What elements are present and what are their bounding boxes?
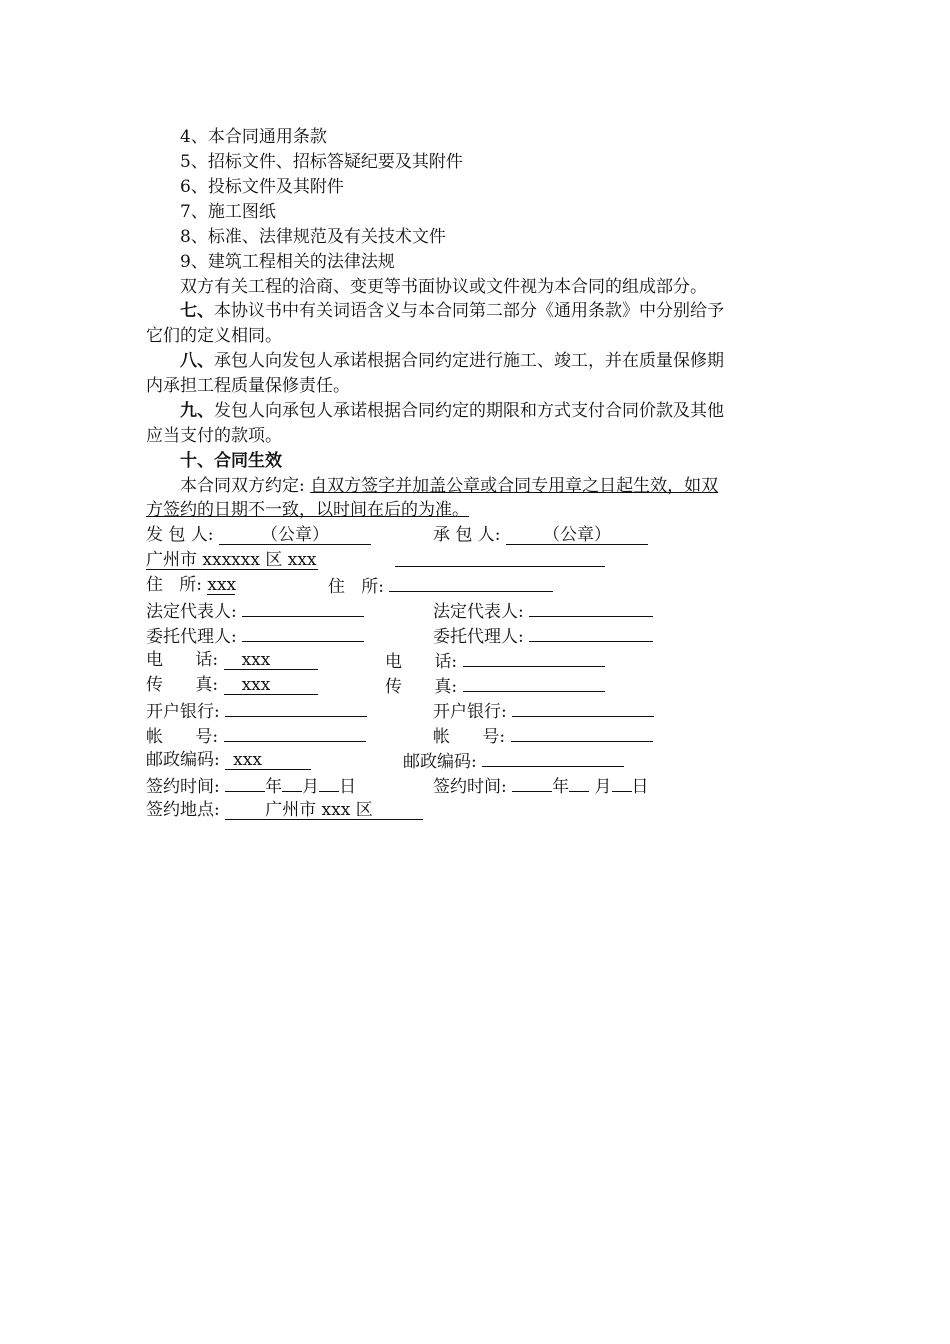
components-paragraph: 双方有关工程的洽商、变更等书面协议或文件视为本合同的组成部分。 [180, 277, 707, 297]
employer-postcode-text: xxx [233, 750, 262, 770]
contractor-legal-rep-row [433, 598, 653, 622]
list-item: 9、建筑工程相关的法律法规 [180, 252, 395, 272]
year-label: 年 [552, 777, 570, 797]
contractor-seal-text: （公章） [542, 525, 611, 545]
month-label: 月 [302, 777, 320, 797]
contractor-address-row [395, 548, 605, 572]
section-10-head: 十、合同生效 [180, 451, 282, 471]
employer-account-row [146, 723, 366, 747]
contractor-residence-row [328, 573, 553, 597]
contractor-day-field[interactable] [612, 773, 632, 792]
employer-postcode-label: 邮政编码: [146, 750, 220, 770]
employer-residence-label: 住 所: [146, 575, 202, 595]
contractor-legal-rep-field[interactable] [529, 598, 653, 617]
year-label: 年 [265, 777, 283, 797]
contractor-phone-label: 电 话: [385, 652, 458, 672]
contractor-postcode-row [403, 748, 624, 772]
employer-legal-rep-label: 法定代表人: [146, 602, 237, 622]
employer-fax-text: xxx [241, 675, 271, 695]
employer-fax-field[interactable] [224, 676, 318, 695]
employer-postcode-field[interactable] [225, 751, 311, 770]
contractor-agent-row [433, 623, 653, 647]
section-8-line2: 内承担工程质量保修责任。 [146, 376, 350, 396]
contractor-account-field[interactable] [511, 723, 653, 742]
employer-postcode-row [146, 748, 311, 772]
employer-month-field[interactable] [282, 773, 302, 792]
contractor-postcode-field[interactable] [482, 748, 624, 767]
section-9-line2: 应当支付的款项。 [146, 426, 282, 446]
contractor-month-field[interactable] [569, 773, 589, 792]
employer-bank-row [146, 698, 367, 722]
employer-day-field[interactable] [319, 773, 339, 792]
employer-residence-text: xxx [207, 575, 237, 595]
list-item: 7、施工图纸 [180, 202, 276, 222]
employer-account-field[interactable] [224, 723, 366, 742]
employer-phone-label: 电 话: [146, 650, 219, 670]
contractor-account-row [433, 723, 653, 747]
contractor-party-row [433, 523, 648, 547]
section-9-text: 发包人向承包人承诺根据合同约定的期限和方式支付合同价款及其他 [214, 401, 724, 421]
employer-address-field[interactable] [146, 551, 318, 570]
contractor-phone-field[interactable] [463, 648, 605, 667]
section-7-line2: 它们的定义相同。 [146, 326, 282, 346]
employer-address-row [146, 548, 318, 572]
employer-label: 发 包 人: [146, 525, 214, 545]
section-7-head: 七、 [180, 301, 214, 321]
section-10-underlined-2: 方签约的日期不一致，以时间在后的为准。 [146, 500, 469, 520]
contractor-fax-field[interactable] [463, 673, 605, 692]
section-7-line1 [180, 299, 724, 323]
employer-sign-time-row [146, 773, 356, 797]
employer-seal-field[interactable] [219, 526, 371, 545]
contractor-fax-label: 传 真: [385, 677, 458, 697]
contractor-agent-field[interactable] [529, 623, 653, 642]
employer-sign-time-label: 签约时间: [146, 777, 220, 797]
list-item: 6、投标文件及其附件 [180, 177, 344, 197]
employer-party-row [146, 523, 371, 547]
section-10-prefix: 本合同双方约定: [180, 476, 311, 496]
employer-address-text: 广州市 xxxxxx 区 xxx [146, 550, 317, 570]
section-10-line1 [180, 474, 718, 498]
employer-residence-field[interactable] [207, 576, 235, 595]
employer-fax-row [146, 673, 318, 697]
list-item: 5、招标文件、招标答疑纪要及其附件 [180, 152, 463, 172]
contractor-bank-label: 开户银行: [433, 702, 507, 722]
contractor-phone-row [385, 648, 605, 672]
employer-seal-text: （公章） [260, 525, 329, 545]
contractor-bank-row [433, 698, 654, 722]
contractor-sign-time-row [433, 773, 649, 797]
employer-account-label: 帐 号: [146, 727, 219, 747]
employer-agent-field[interactable] [242, 623, 364, 642]
employer-phone-text: xxx [241, 650, 271, 670]
employer-fax-label: 传 真: [146, 675, 219, 695]
list-item: 4、本合同通用条款 [180, 127, 327, 147]
employer-sign-place-row [146, 798, 423, 822]
employer-agent-row [146, 623, 364, 647]
employer-sign-place-label: 签约地点: [146, 800, 220, 820]
contractor-bank-field[interactable] [512, 698, 654, 717]
section-10-underlined-1: 自双方签字并加盖公章或合同专用章之日起生效，如双 [310, 476, 719, 496]
day-label: 日 [339, 777, 357, 797]
employer-year-field[interactable] [225, 773, 265, 792]
contractor-agent-label: 委托代理人: [433, 627, 524, 647]
section-7-text: 本协议书中有关词语含义与本合同第二部分《通用条款》中分别给予 [214, 301, 724, 321]
contractor-legal-rep-label: 法定代表人: [433, 602, 524, 622]
employer-phone-row [146, 648, 318, 672]
section-10-line2 [146, 498, 469, 522]
contractor-postcode-label: 邮政编码: [403, 752, 477, 772]
employer-legal-rep-field[interactable] [242, 598, 364, 617]
contractor-fax-row [385, 673, 605, 697]
contractor-label: 承 包 人: [433, 525, 501, 545]
month-label: 月 [594, 777, 612, 797]
employer-sign-place-text: 广州市 xxx 区 [265, 800, 373, 820]
employer-sign-place-field[interactable] [225, 801, 423, 820]
section-8-head: 八、 [180, 351, 214, 371]
employer-phone-field[interactable] [224, 651, 318, 670]
employer-bank-field[interactable] [225, 698, 367, 717]
employer-legal-rep-row [146, 598, 364, 622]
day-label: 日 [631, 777, 649, 797]
section-9-head: 九、 [180, 401, 214, 421]
contractor-sign-time-label: 签约时间: [433, 777, 507, 797]
employer-bank-label: 开户银行: [146, 702, 220, 722]
section-8-text: 承包人向发包人承诺根据合同约定进行施工、竣工，并在质量保修期 [214, 351, 724, 371]
employer-residence-row [146, 573, 235, 597]
employer-agent-label: 委托代理人: [146, 627, 237, 647]
section-9-line1 [180, 399, 724, 423]
list-item: 8、标准、法律规范及有关技术文件 [180, 227, 446, 247]
contractor-address-field[interactable] [395, 548, 605, 567]
contractor-seal-field[interactable] [506, 526, 648, 545]
contractor-residence-label: 住 所: [328, 577, 384, 597]
contractor-year-field[interactable] [512, 773, 552, 792]
contractor-account-label: 帐 号: [433, 727, 506, 747]
contractor-residence-field[interactable] [389, 573, 553, 592]
section-8-line1 [180, 349, 724, 373]
